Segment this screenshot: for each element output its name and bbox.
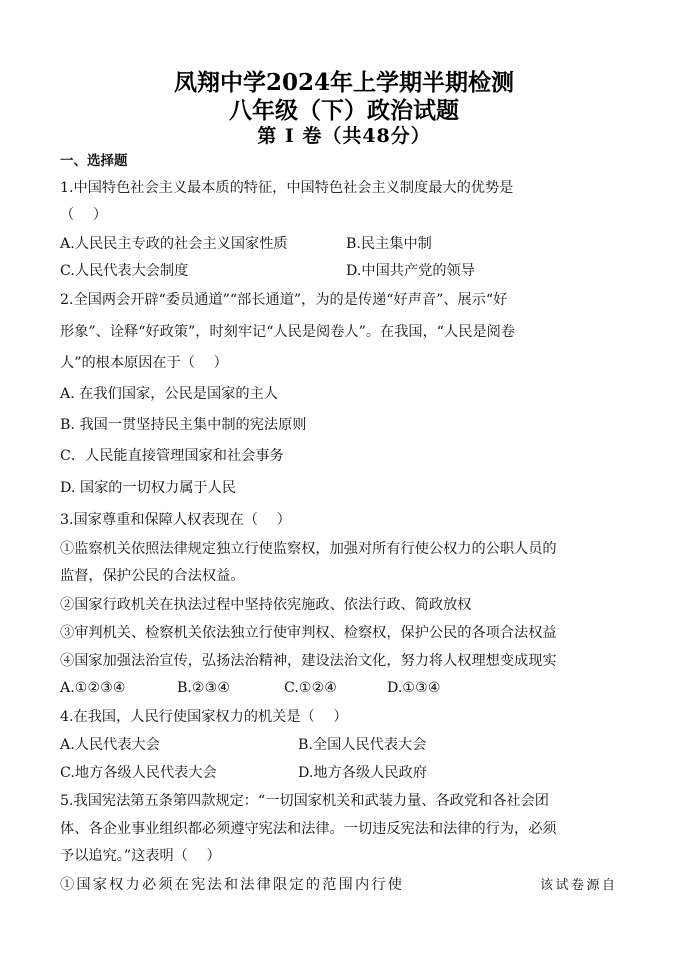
q3-item1-line2: 监督，保护公民的合法权益。 xyxy=(60,568,245,584)
q3-item3: ③审判机关、检察机关依法独立行使审判权、检察权，保护公民的各项合法权益 xyxy=(60,625,557,641)
q5-stem-line3: 予以追究。”这表明（ ） xyxy=(60,848,221,864)
section-title: 一、选择题 xyxy=(60,153,128,169)
q1-bracket: （ ） xyxy=(60,207,108,223)
q3-option-c: C.①②④ xyxy=(284,680,338,696)
q2-stem-line1: 2.全国两会开辟“委员通道”“部长通道”，为的是传递“好声音”、展示“好 xyxy=(60,292,508,308)
q5-stem-line1: 5.我国宪法第五条第四款规定：“一切国家机关和武装力量、各政党和各社会团 xyxy=(60,793,549,809)
q3-option-b: B.②③④ xyxy=(177,680,231,696)
q3-item2: ②国家行政机关在执法过程中坚持依宪施政、依法行政、简政放权 xyxy=(60,597,472,613)
q1-option-a: A.人民民主专政的社会主义国家性质 xyxy=(60,236,288,252)
q2-option-c: C．人民能直接管理国家和社会事务 xyxy=(60,448,284,464)
q4-option-b: B.全国人民代表大会 xyxy=(298,737,427,753)
q1-option-d: D.中国共产党的领导 xyxy=(346,263,475,279)
q2-option-b: B. 我国一贯坚持民主集中制的宪法原则 xyxy=(60,417,307,433)
volume-title: 第 Ⅰ 卷（共48分） xyxy=(257,125,431,147)
q1-stem: 1.中国特色社会主义最本质的特征，中国特色社会主义制度最大的优势是 xyxy=(60,180,514,196)
q4-option-c: C.地方各级人民代表大会 xyxy=(60,765,217,781)
q3-stem: 3.国家尊重和保障人权表现在（ ） xyxy=(60,512,291,528)
q5-item1: ①国家权力必须在宪法和法律限定的范围内行使 xyxy=(60,877,405,893)
q2-stem-line3: 人”的根本原因在于（ ） xyxy=(60,355,228,371)
q2-option-d: D. 国家的一切权力属于人民 xyxy=(60,480,236,496)
q2-stem-line2: 形象”、诠释“好政策”，时刻牢记“人民是阅卷人”。在我国，“人民是阅卷 xyxy=(60,324,515,340)
exam-title: 凤翔中学2024年上学期半期检测 xyxy=(173,69,514,96)
q3-option-d: D.①③④ xyxy=(387,680,441,696)
q5-stem-line2: 体、各企业事业组织都必须遵守宪法和法律。一切违反宪法和法律的行为，必须 xyxy=(60,821,557,837)
q3-item1-line1: ①监察机关依照法律规定独立行使监察权，加强对所有行使公权力的公职人员的 xyxy=(60,541,557,557)
q1-option-c: C.人民代表大会制度 xyxy=(60,263,189,279)
q3-option-a: A.①②③④ xyxy=(60,680,126,696)
exam-subtitle: 八年级（下）政治试题 xyxy=(229,97,459,124)
q4-option-a: A.人民代表大会 xyxy=(60,737,160,753)
q4-option-d: D.地方各级人民政府 xyxy=(298,765,427,781)
q4-stem: 4.在我国，人民行使国家权力的机关是（ ） xyxy=(60,709,348,725)
source-note: 该试卷源自 xyxy=(540,878,618,893)
q2-option-a: A. 在我们国家，公民是国家的主人 xyxy=(60,386,278,402)
q1-option-b: B.民主集中制 xyxy=(346,236,432,252)
q3-item4: ④国家加强法治宣传，弘扬法治精神，建设法治文化，努力将人权理想变成现实 xyxy=(60,653,557,669)
